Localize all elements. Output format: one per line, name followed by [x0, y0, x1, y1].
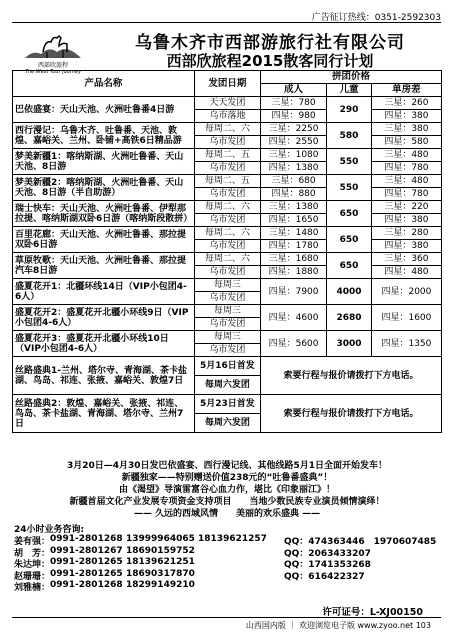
departure-date: 每周二、六	[194, 201, 260, 214]
notice-line: 3月20日—4月30日发巴依盛宴、西行漫记线、其他线路5月1日全面开始发车！	[66, 461, 388, 471]
single-supplement: 三星：280	[371, 227, 441, 240]
contact-phone: 0991-2801265	[50, 557, 123, 567]
single-supplement: 四星：780	[371, 162, 441, 175]
table-row	[13, 149, 442, 162]
adult-price: 三星：1680	[260, 253, 326, 266]
product-name: 西行漫记：乌鲁木齐、吐鲁番、天池、敦煌、嘉峪关、兰州、卧铺+高铁6日精品游	[13, 123, 195, 149]
child-price: 4000	[327, 279, 372, 305]
single-supplement: 四星：1350	[371, 331, 441, 357]
departure-date: 乌市发团	[194, 292, 260, 305]
contact-name: 赵珊珊：	[14, 571, 51, 582]
product-name: 盛夏花开3：盛夏花开北疆小环线10日（VIP小包团4-6人）	[13, 331, 195, 357]
adult-price: 三星：1480	[260, 227, 326, 240]
contact-mobile: 13999964065 18139621257	[126, 534, 267, 544]
header-price-group: 拼团价格	[260, 71, 441, 84]
single-supplement: 三星：380	[371, 123, 441, 136]
contact-row	[14, 546, 444, 558]
contact-name: 刘雅楠：	[14, 583, 51, 593]
product-name: 梦美新疆2：喀纳斯湖、火洲吐鲁番、天山天池、8日游（半自助游）	[13, 175, 195, 201]
table-row	[13, 175, 442, 188]
single-supplement: 四星：480	[371, 266, 441, 279]
contact-row	[14, 580, 444, 592]
contact-phone: 0991-2801268	[50, 534, 123, 544]
adult-price: 三星：780	[260, 97, 326, 110]
contact-name: 胡 芳：	[14, 548, 51, 559]
adult-price: 四星：980	[260, 110, 326, 123]
product-name: 盛夏花开2：盛夏花开北疆小环线9日（VIP小包团4-6人）	[13, 305, 195, 331]
adult-price: 四星：2550	[260, 136, 326, 149]
child-price: 650	[327, 253, 372, 279]
contact-mobile: 18690317870	[126, 568, 195, 579]
header-product: 产品名称	[13, 71, 195, 97]
logo-en-text: The West Tour journey	[24, 69, 82, 75]
contact-mobile: 18299149210	[126, 580, 195, 590]
logo-camel-icon	[23, 28, 83, 62]
contact-phone: 0991-2801265	[50, 568, 123, 579]
single-supplement: 四星：2000	[371, 279, 441, 305]
single-supplement: 四星：780	[371, 188, 441, 201]
departure-date: 每周三	[194, 331, 260, 344]
departure-date: 乌市发团	[194, 266, 260, 279]
departure-date: 乌市发团	[194, 344, 260, 357]
table-row	[13, 395, 442, 414]
notice-line: 新疆独家——特别赠送价值238元的“吐鲁番盛典”！	[121, 473, 333, 483]
child-price: 650	[327, 201, 372, 227]
child-price: 550	[327, 149, 372, 175]
adult-price: 三星：680	[260, 175, 326, 188]
adult-price: 三星：1380	[260, 201, 326, 214]
adult-price: 四星：880	[260, 188, 326, 201]
departure-date: 每周二、五	[194, 175, 260, 188]
adult-price: 四星：1380	[260, 162, 326, 175]
table-row	[13, 331, 442, 344]
contact-qq: QQ：2063433207	[284, 548, 371, 559]
contact-phone: 0991-2801268	[50, 580, 123, 590]
single-supplement: 三星：480	[371, 149, 441, 162]
table-row	[13, 227, 442, 240]
single-supplement: 三星：360	[371, 253, 441, 266]
departure-date: 每周二、六	[194, 123, 260, 136]
license-number: 许可证号：L-XJ00150	[322, 607, 423, 618]
departure-date: 每周三	[194, 305, 260, 318]
page-footer: 山西国内版 ｜ 欢迎浏览电子版 www.zyoo.net 103	[245, 621, 431, 630]
contact-row	[14, 557, 444, 569]
table-row	[13, 279, 442, 292]
departure-date: 每周二、五	[194, 149, 260, 162]
child-price: 2680	[327, 305, 372, 331]
logo-cn-text: 西部欣旅程	[37, 62, 68, 69]
departure-date: 每周二、六	[194, 227, 260, 240]
departure-date: 天天发团	[194, 97, 260, 110]
single-supplement: 三星：480	[371, 175, 441, 188]
departure-date: 乌市发团	[194, 240, 260, 253]
product-name: 梦美新疆1：喀纳斯湖、火洲吐鲁番、天山天池、8日游	[13, 149, 195, 175]
product-name: 百里花廊：天山天池、火洲吐鲁番、那拉提双卧6日游	[13, 227, 195, 253]
product-name: 巴依盛宴：天山天池、火洲吐鲁番4日游	[13, 97, 195, 123]
header-child: 儿童	[327, 84, 372, 97]
single-supplement: 四星：580	[371, 136, 441, 149]
product-name: 丝路盛典2：敦煌、嘉峪关、张掖、祁连、鸟岛、茶卡盐湖、青海湖、塔尔寺、兰州7日	[13, 395, 195, 433]
table-row	[13, 97, 442, 110]
child-price: 650	[327, 227, 372, 253]
departure-date: 每周六发团	[194, 376, 260, 395]
product-name: 瑞士快车：天山天池、火洲吐鲁番、伊犁那拉提、喀纳斯湖双卧6日游（喀纳斯段散拼）	[13, 201, 195, 227]
departure-date: 每周二、六	[194, 253, 260, 266]
departure-date: 每周六发团	[194, 414, 260, 433]
contact-row	[14, 569, 444, 581]
single-supplement: 三星：220	[371, 201, 441, 214]
adult-price: 四星：7900	[260, 279, 326, 305]
schedule-body	[13, 97, 442, 433]
single-supplement: 四星：1600	[371, 305, 441, 331]
contact-name: 姜有强：	[14, 537, 51, 547]
contact-mobile: 18690159752	[126, 545, 195, 556]
adult-price: 四星：1780	[260, 240, 326, 253]
table-row	[13, 201, 442, 214]
departure-date: 乌市发团	[194, 188, 260, 201]
header-date: 发团日期	[194, 71, 260, 97]
child-price: 3000	[327, 331, 372, 357]
child-price: 550	[327, 175, 372, 201]
adult-price: 三星：1080	[260, 149, 326, 162]
plan-title: 西部欣旅程2015散客同行计划	[166, 52, 374, 70]
adult-price: 四星：1880	[260, 266, 326, 279]
contact-mobile: 18139621251	[126, 557, 195, 567]
bottom-divider	[12, 617, 441, 618]
child-price: 290	[327, 97, 372, 123]
contact-qq: QQ：1741353268	[284, 560, 371, 570]
departure-date: 乌市发团	[194, 318, 260, 331]
departure-date: 乌市落地	[194, 110, 260, 123]
adult-price: 四星：5600	[260, 331, 326, 357]
single-supplement: 四星：380	[371, 240, 441, 253]
company-name: 乌鲁木齐市西部游旅行社有限公司	[135, 33, 405, 53]
contact-phone: 0991-2801267	[50, 545, 123, 556]
table-row	[13, 123, 442, 136]
child-price: 580	[327, 123, 372, 149]
adult-price: 四星：1650	[260, 214, 326, 227]
notice-line: 新疆首届文化产业发展专项资金支持项目 当地少数民族专业演员倾情演绎！	[69, 497, 385, 507]
table-row	[13, 253, 442, 266]
contact-qq: QQ：616422327	[284, 571, 365, 582]
single-supplement: 四星：380	[371, 214, 441, 227]
departure-date: 5月16日首发	[194, 357, 260, 376]
header-adult: 成人	[260, 84, 326, 97]
departure-date: 5月23日首发	[194, 395, 260, 414]
contacts-list	[14, 534, 444, 592]
contact-row	[14, 534, 444, 546]
single-supplement: 四星：380	[371, 110, 441, 123]
table-row	[13, 305, 442, 318]
header-single: 单房差	[371, 84, 441, 97]
table-row	[13, 357, 442, 376]
departure-date: 乌市发团	[194, 162, 260, 175]
product-name: 盛夏花开1：北疆环线14日（VIP小包团4-6人）	[13, 279, 195, 305]
inquiry-note: 索要行程与报价请拨打下方电话。	[260, 357, 441, 395]
departure-date: 乌市发团	[194, 214, 260, 227]
departure-date: 乌市发团	[194, 136, 260, 149]
single-supplement: 三星：260	[371, 97, 441, 110]
product-name: 草原牧歌：天山天池、火洲吐鲁番、那拉提汽车8日游	[13, 253, 195, 279]
adult-price: 三星：2250	[260, 123, 326, 136]
ad-hotline: 广告征订热线：0351-2592303	[311, 13, 441, 23]
product-name: 丝路盛典1-兰州、塔尔寺、青海湖、茶卡盐湖、鸟岛、祁连、张掖、嘉峪关、敦煌7日	[13, 357, 195, 395]
notice-line: 由《渴望》导演雷富谷心血力作，堪比《印象丽江》！	[118, 485, 335, 495]
contact-name: 朱达坤：	[14, 560, 51, 570]
top-divider	[12, 22, 441, 23]
departure-date: 每周三	[194, 279, 260, 292]
contact-title: 24小时业务咨询:	[14, 525, 85, 535]
notice-line: —— 久远的西域风情 美丽的欢乐盛典 ——	[133, 509, 321, 519]
inquiry-note: 索要行程与报价请拨打下方电话。	[260, 395, 441, 433]
contact-qq: QQ：474363446 1970607485	[284, 537, 437, 547]
schedule-table	[12, 70, 442, 433]
adult-price: 四星：4600	[260, 305, 326, 331]
